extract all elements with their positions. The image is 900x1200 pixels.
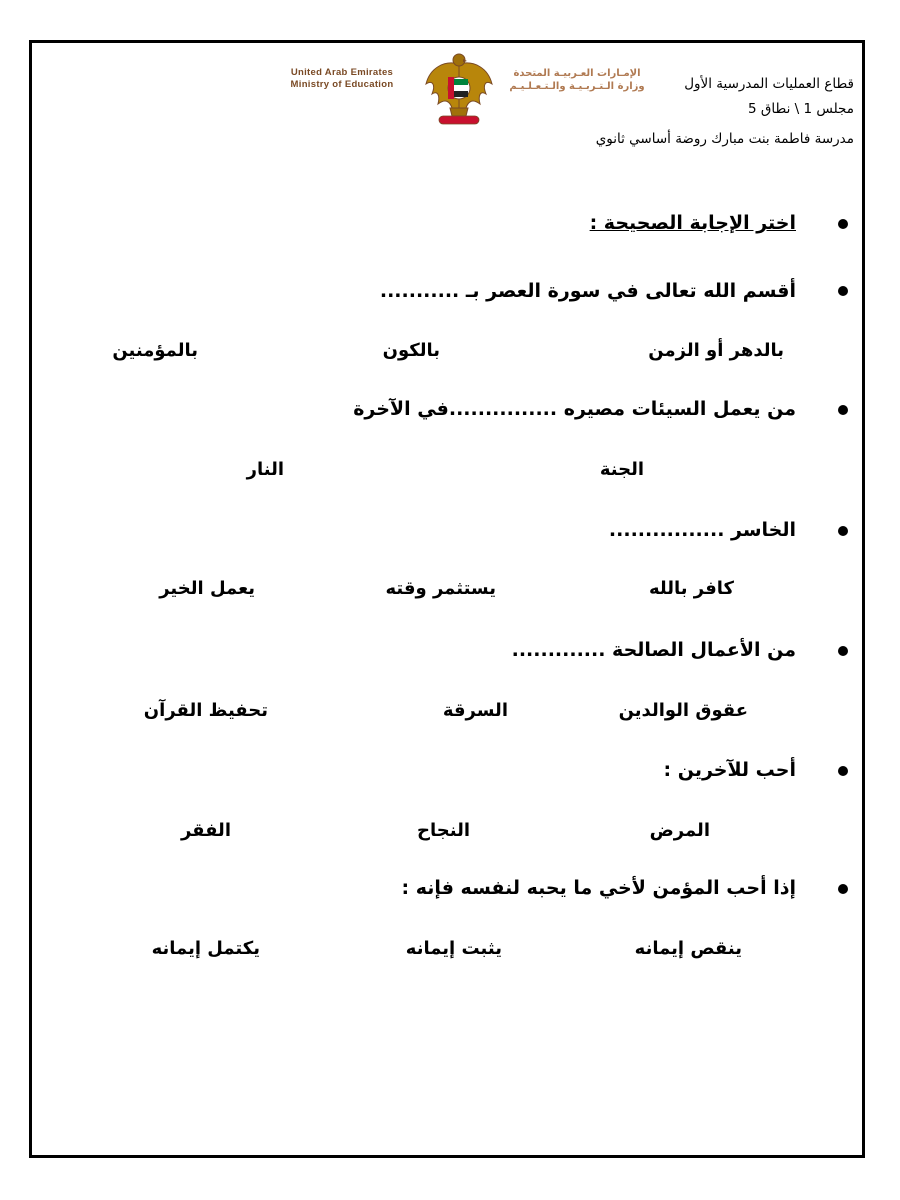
bullet-icon	[838, 219, 848, 229]
q6-option-3: يكتمل إيمانه	[151, 938, 260, 959]
q1-option-3: بالمؤمنين	[112, 340, 198, 361]
q2-option-2: النار	[246, 459, 284, 480]
q1-option-1: بالدهر أو الزمن	[648, 340, 784, 361]
question-4: من الأعمال الصالحة .............	[511, 639, 796, 661]
ministry-arabic-line2: وزارة الـتـربـيـة والـتـعـلـيـم	[509, 81, 645, 92]
ministry-arabic-line1: الإمـارات العـربيـة المتحدة	[513, 68, 641, 79]
q4-option-2: السرقة	[442, 700, 508, 721]
bullet-icon	[838, 405, 848, 415]
ministry-english-line1: United Arab Emirates	[290, 67, 394, 78]
q5-option-3: الفقر	[180, 820, 231, 841]
q1-option-2: بالكون	[382, 340, 440, 361]
school-name: مدرسة فاطمة بنت مبارك روضة أساسي ثانوي	[595, 131, 854, 147]
question-1: أقسم الله تعالى في سورة العصر بـ ...........	[379, 280, 796, 302]
bullet-icon	[838, 286, 848, 296]
falcon-emblem-icon	[422, 50, 496, 128]
question-5: أحب للآخرين :	[663, 759, 796, 781]
council-number: مجلس 1 \ نطاق 5	[748, 101, 854, 117]
q6-option-2: يثبت إيمانه	[405, 938, 502, 959]
q3-option-1: كافر بالله	[648, 578, 734, 599]
ministry-english-line2: Ministry of Education	[290, 79, 394, 90]
bullet-icon	[838, 646, 848, 656]
question-3: الخاسر ................	[608, 519, 796, 541]
question-6: إذا أحب المؤمن لأخي ما يحبه لنفسه فإنه :	[401, 877, 796, 899]
q2-option-1: الجنة	[599, 459, 644, 480]
q3-option-2: يستثمر وقته	[385, 578, 496, 599]
bullet-icon	[838, 884, 848, 894]
ministry-english-name	[272, 67, 412, 91]
instruction-title: اختر الإجابة الصحيحة :	[589, 212, 796, 234]
bullet-icon	[838, 526, 848, 536]
sector-name: قطاع العمليات المدرسية الأول	[684, 76, 854, 92]
q6-option-1: ينقص إيمانه	[634, 938, 742, 959]
q5-option-2: النجاح	[417, 820, 470, 841]
question-2: من يعمل السيئات مصيره ...............في الآخرة	[353, 398, 796, 420]
bullet-icon	[838, 766, 848, 776]
q4-option-3: تحفيظ القرآن	[143, 700, 268, 721]
ministry-arabic-name	[506, 67, 648, 93]
q5-option-1: المرض	[649, 820, 710, 841]
q3-option-3: يعمل الخير	[159, 578, 255, 599]
q4-option-1: عقوق الوالدين	[618, 700, 748, 721]
page-border	[29, 40, 865, 1158]
